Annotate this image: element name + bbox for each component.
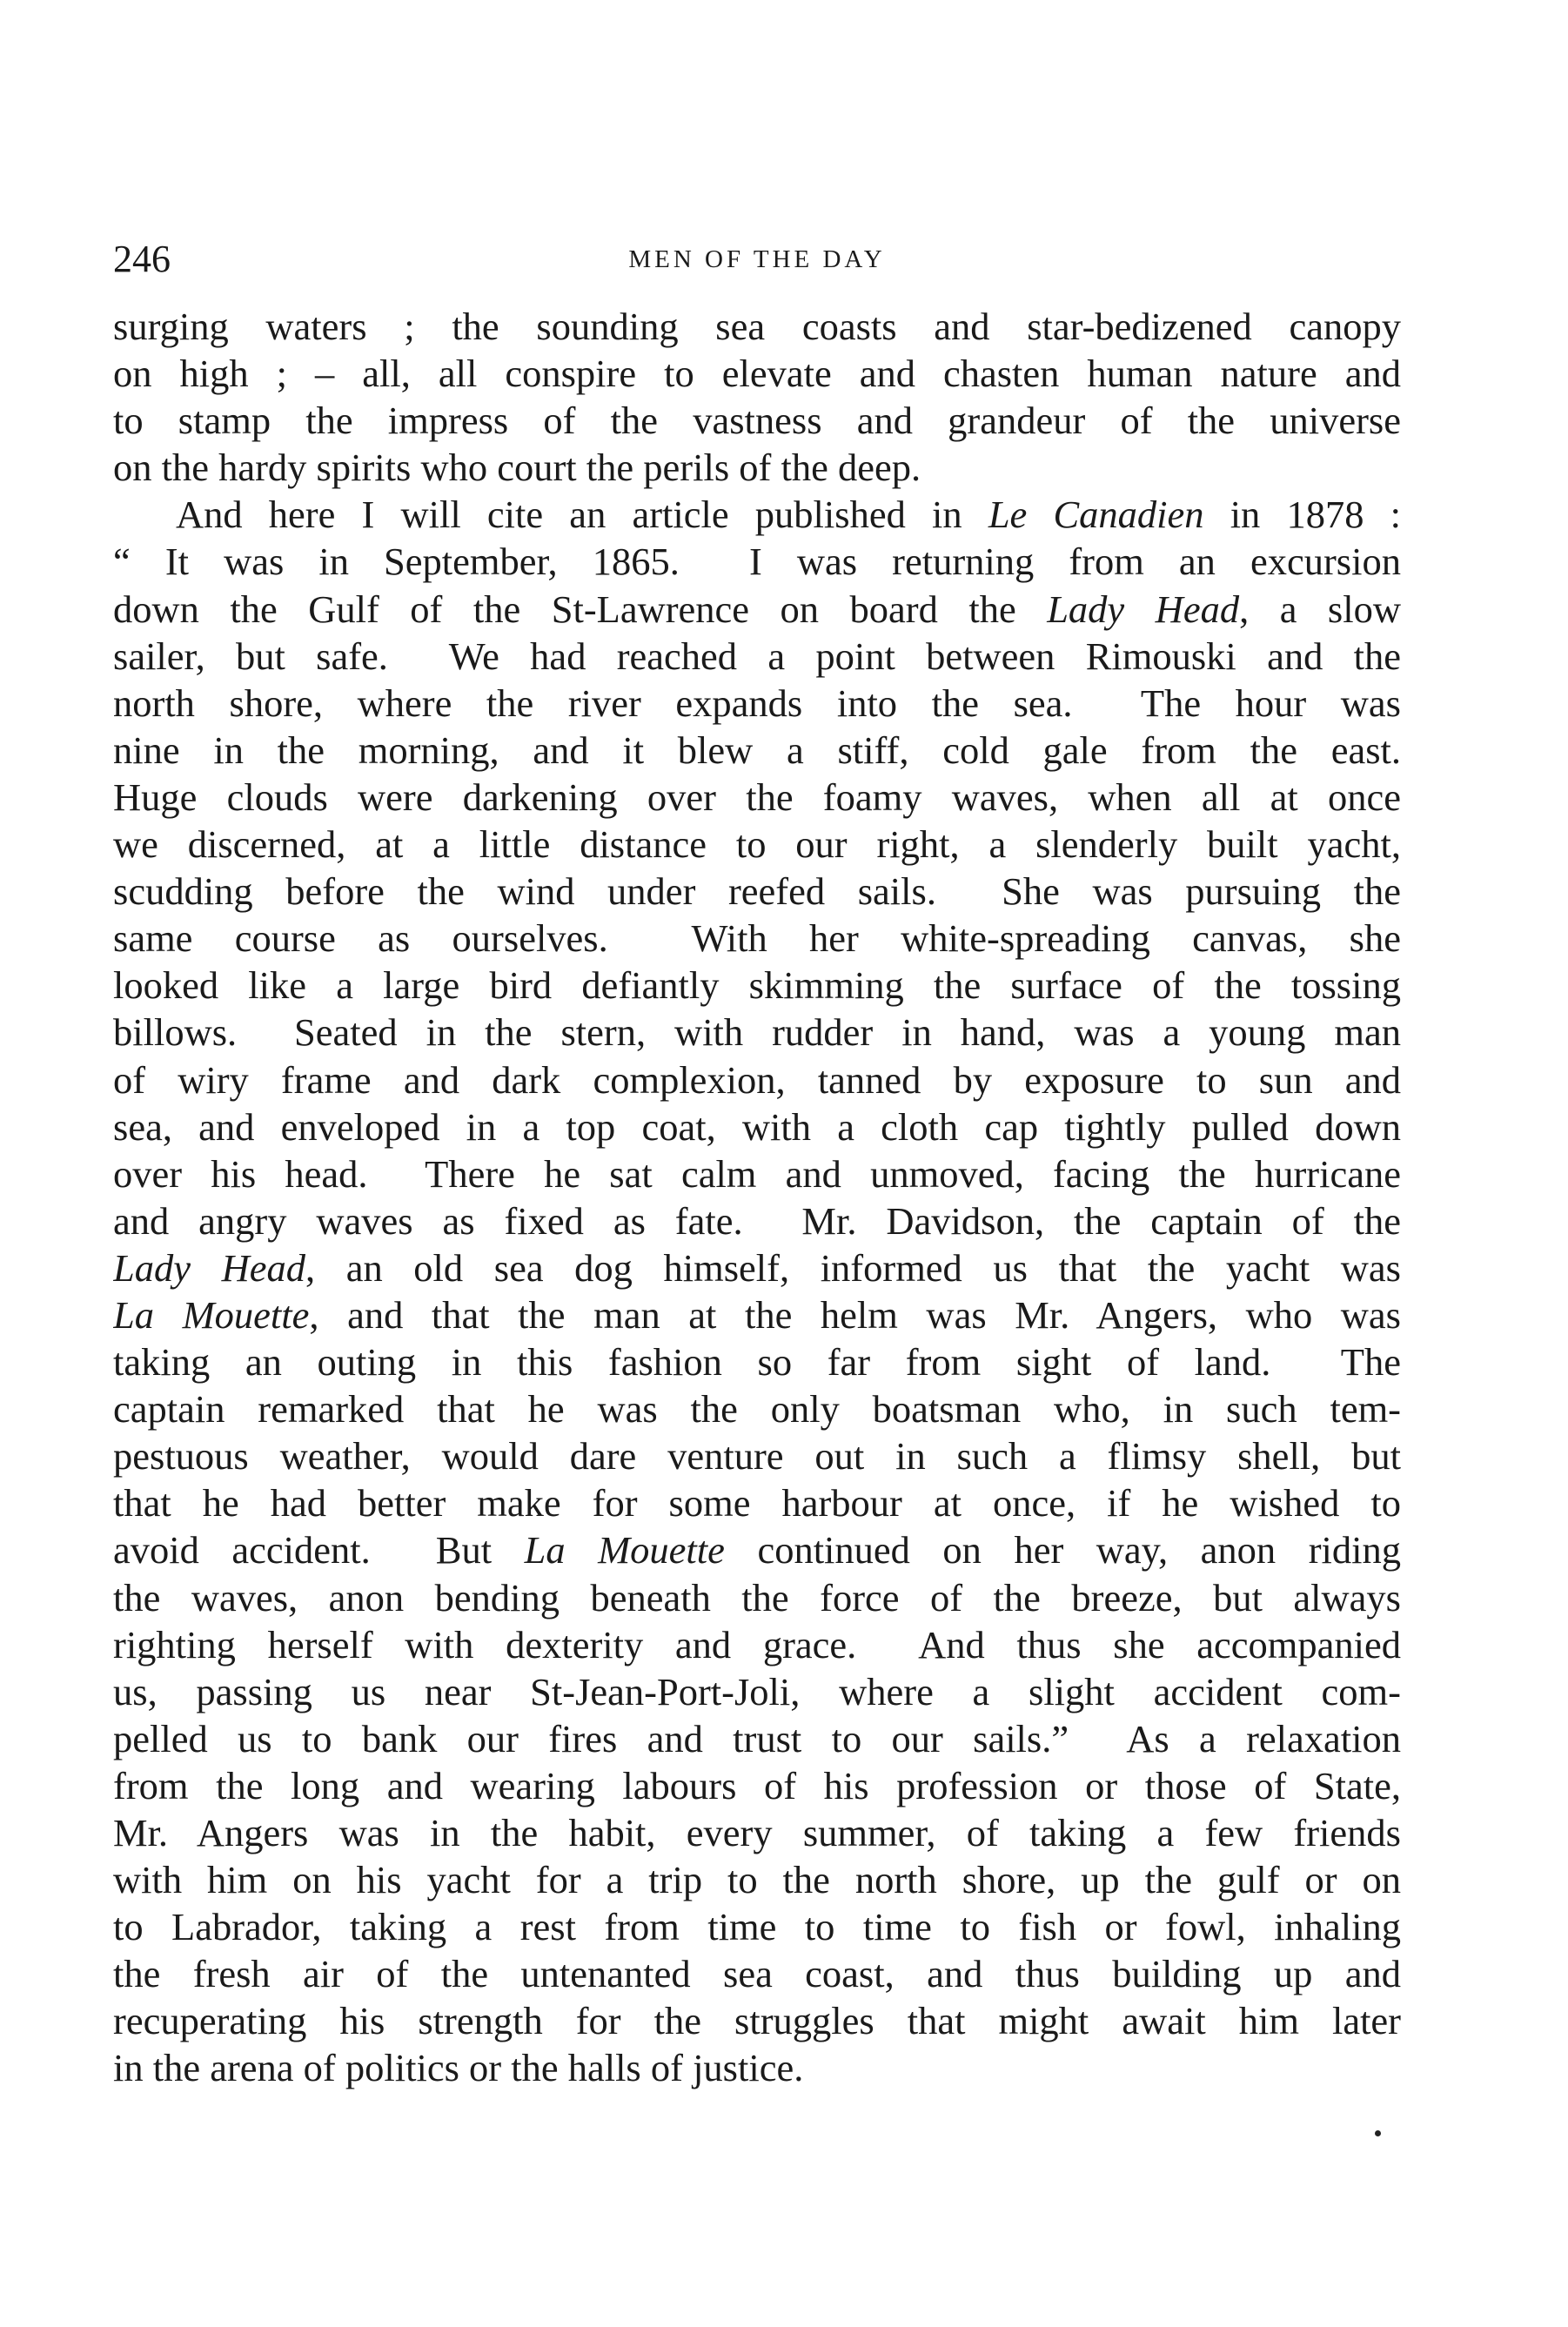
italic-title: Le Canadien: [988, 493, 1204, 537]
text-segment: us, passing us near St-Jean-Port-Joli, where a slight accident com-: [113, 1669, 1401, 1713]
text-line: [113, 1809, 1401, 1856]
text-segment: on the hardy spirits who court the perils of the deep.: [113, 446, 921, 490]
text-segment: we discerned, at a little distance to our right, a slenderly built yacht,: [113, 822, 1401, 867]
italic-title: La Mouette: [524, 1528, 725, 1573]
text-segment: righting herself with dexterity and grace. And thus she accompanied: [113, 1622, 1401, 1666]
running-head: MEN OF THE DAY: [628, 245, 886, 273]
text-line: [113, 350, 1401, 397]
text-segment: from the long and wearing labours of his profession or those of State,: [113, 1763, 1401, 1807]
text-segment: down the Gulf of the St-Lawrence on board the: [113, 587, 1048, 631]
text-segment: taking an outing in this fashion so far from sight of land. The: [113, 1340, 1401, 1385]
text-segment: avoid accident. But: [113, 1528, 525, 1573]
text-line: [113, 915, 1401, 962]
text-segment: captain remarked that he was the only boatsman who, in such tem-: [113, 1387, 1401, 1432]
printer-mark: [1375, 2130, 1381, 2136]
text-segment: continued on her way, anon riding: [724, 1528, 1401, 1573]
text-line: [113, 1009, 1401, 1056]
text-segment: , a slow: [1239, 587, 1401, 631]
text-segment: that he had better make for some harbour at once, if he wished to: [113, 1481, 1401, 1526]
text-line: [113, 1338, 1401, 1385]
text-segment: to stamp the impress of the vastness and grandeur of the universe: [113, 399, 1401, 443]
text-segment: and angry waves as fixed as fate. Mr. Davidson, the captain of the: [113, 1198, 1401, 1243]
text-segment: the fresh air of the untenanted sea coast, and thus building up and: [113, 1952, 1401, 1996]
text-line: [113, 821, 1401, 868]
text-segment: same course as ourselves. With her white-spreading canvas, she: [113, 916, 1401, 961]
text-segment: sea, and enveloped in a top coat, with a cloth cap tightly pulled down: [113, 1104, 1401, 1149]
text-line: [113, 538, 1401, 585]
text-line: [113, 1150, 1401, 1197]
text-line: [113, 444, 1401, 491]
text-line: [113, 633, 1401, 680]
text-segment: with him on his yacht for a trip to the north shore, up the gulf or on: [113, 1858, 1401, 1902]
page-header: [113, 233, 1401, 285]
text-segment: pelled us to bank our fires and trust to our sails.” As a relaxation: [113, 1716, 1401, 1760]
page-number: 246: [113, 238, 171, 280]
text-segment: pestuous weather, would dare venture out in such a flimsy shell, but: [113, 1434, 1401, 1479]
text-segment: the waves, anon bending beneath the force of the breeze, but always: [113, 1575, 1401, 1620]
text-line: [113, 1056, 1401, 1103]
text-line: [113, 303, 1401, 350]
text-line: [113, 680, 1401, 727]
text-segment: looked like a large bird defiantly skimming the surface of the tossing: [113, 963, 1401, 1008]
text-line: [113, 397, 1401, 444]
text-segment: nine in the morning, and it blew a stiff, cold gale from the east.: [113, 728, 1401, 772]
text-segment: north shore, where the river expands into the sea. The hour was: [113, 681, 1401, 725]
text-segment: sailer, but safe. We had reached a point between Rimouski and the: [113, 634, 1401, 678]
text-line: [113, 868, 1401, 915]
text-line: [113, 1621, 1401, 1668]
text-line: [113, 1668, 1401, 1715]
text-segment: And here I will cite an article published in: [176, 493, 988, 537]
italic-title: Lady Head: [1047, 587, 1240, 631]
text-line: [113, 1432, 1401, 1479]
body-text: [113, 303, 1401, 2092]
text-line: [113, 491, 1401, 538]
text-line: [113, 962, 1401, 1009]
text-line: [113, 1762, 1401, 1809]
text-line: [113, 1715, 1401, 1762]
text-segment: , an old sea dog himself, informed us that the yacht was: [305, 1245, 1401, 1290]
text-segment: Huge clouds were darkening over the foamy waves, when all at once: [113, 775, 1401, 819]
text-segment: billows. Seated in the stern, with rudder in hand, was a young man: [113, 1010, 1401, 1055]
text-line: [113, 1291, 1401, 1338]
text-line: [113, 1385, 1401, 1432]
text-line: [113, 1574, 1401, 1621]
text-line: [113, 2044, 1401, 2091]
text-line: [113, 1997, 1401, 2044]
text-segment: to Labrador, taking a rest from time to time to fish or fowl, inhaling: [113, 1905, 1401, 1949]
text-segment: in 1878 :: [1203, 493, 1401, 537]
text-segment: surging waters ; the sounding sea coasts and star-bedizened canopy: [113, 305, 1401, 348]
italic-title: Lady Head: [113, 1245, 305, 1290]
text-line: [113, 1950, 1401, 1997]
text-segment: in the arena of politics or the halls of justice.: [113, 2046, 804, 2090]
text-segment: on high ; – all, all conspire to elevate and chasten human nature and: [113, 352, 1401, 396]
text-segment: over his head. There he sat calm and unmoved, facing the hurricane: [113, 1151, 1401, 1196]
text-line: [113, 1903, 1401, 1950]
text-line: [113, 727, 1401, 774]
text-line: [113, 1197, 1401, 1244]
text-segment: Mr. Angers was in the habit, every summer, of taking a few friends: [113, 1811, 1401, 1854]
text-line: [113, 1526, 1401, 1573]
text-segment: “ It was in September, 1865. I was returning from an excursion: [113, 540, 1401, 584]
text-segment: recuperating his strength for the struggles that might await him later: [113, 1999, 1401, 2043]
italic-title: La Mouette: [113, 1292, 310, 1337]
text-line: [113, 774, 1401, 821]
text-line: [113, 1856, 1401, 1903]
text-line: [113, 586, 1401, 633]
text-segment: scudding before the wind under reefed sails. She was pursuing the: [113, 869, 1401, 914]
text-line: [113, 1103, 1401, 1150]
text-line: [113, 1479, 1401, 1526]
text-line: [113, 1244, 1401, 1291]
text-segment: , and that the man at the helm was Mr. Angers, who was: [309, 1292, 1401, 1337]
text-segment: of wiry frame and dark complexion, tanned by exposure to sun and: [113, 1057, 1401, 1102]
